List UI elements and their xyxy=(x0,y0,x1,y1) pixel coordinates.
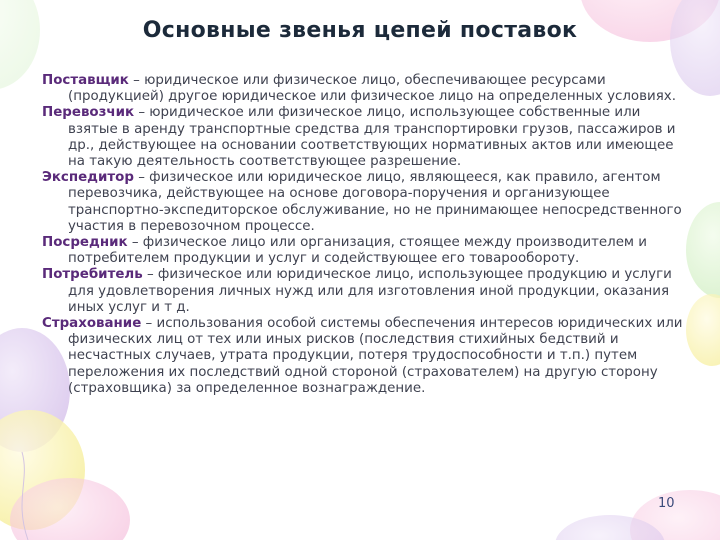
balloon-green-top-left xyxy=(0,0,40,90)
term-intermediary: Посредник xyxy=(42,235,128,251)
term-consumer: Потребитель xyxy=(42,267,143,283)
term-insurance: Страхование xyxy=(42,316,142,332)
page-number: 10 xyxy=(658,496,675,511)
slide-title: Основные звенья цепей поставок xyxy=(142,18,578,43)
entry-supplier xyxy=(42,73,692,105)
term-carrier: Перевозчик xyxy=(42,105,135,121)
entry-carrier xyxy=(42,105,692,170)
entry-forwarder xyxy=(42,170,692,235)
entry-intermediary xyxy=(42,235,692,267)
definition-intermediary: – физическое лицо или организация, стоящее между производителем и потребителем продукции и услуг и содействующее его товарообороту. xyxy=(68,235,647,267)
definition-consumer: – физическое или юридическое лицо, использующее продукцию и услуги для удовлетворения личных нужд или для изготовления иной продукции, оказания иных услуг и т д. xyxy=(68,267,672,315)
definition-carrier: – юридическое или физическое лицо, использующее собственные или взятые в аренду транспортные средства для транспортировки грузов, пассажиров и др., действующее на основании соответствующих нормативных актов или имеющее на такую деятельность соответствующее разрешение. xyxy=(68,105,676,170)
definitions-list xyxy=(42,73,692,397)
entry-insurance xyxy=(42,316,692,397)
definition-forwarder: – физическое или юридическое лицо, являющееся, как правило, агентом перевозчика, действующее на основе договора-поручения и организующее транспортно-экспедиторское обслуживание, но не принимающее непосредственного участия в перевозочном процессе. xyxy=(68,170,682,234)
definition-supplier: – юридическое или физическое лицо, обеспечивающее ресурсами (продукцией) другое юридическое или физическое лицо на определенных условиях. xyxy=(68,73,676,105)
entry-consumer xyxy=(42,267,692,316)
term-supplier: Поставщик xyxy=(42,73,129,88)
definition-insurance: – использования особой системы обеспечения интересов юридических или физических лиц от тех или иных рисков (последствия стихийных бедствий и несчастных случаев, утрата продукции, потеря трудоспособности и т.п.) путем переложения их последствий одной стороной (страхователем) на другую сторону (страховщика) за определенное вознаграждение. xyxy=(68,316,683,396)
term-forwarder: Экспедитор xyxy=(42,170,134,186)
